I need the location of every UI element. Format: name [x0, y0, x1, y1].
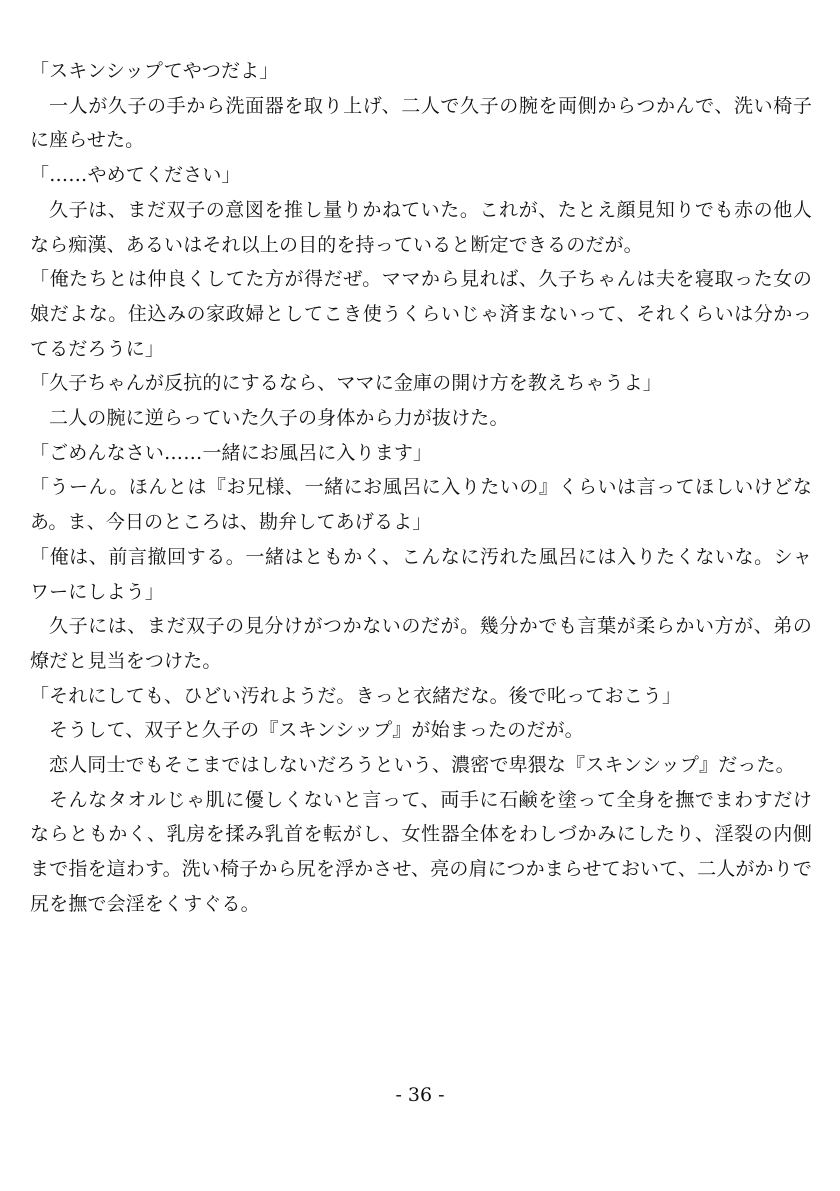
narration-paragraph: そうして、双子と久子の『スキンシップ』が始まったのだが。 — [49, 719, 584, 742]
dialogue-paragraph: 「……やめてください」 — [30, 164, 241, 187]
dialogue-paragraph: 「ごめんなさい……一緒にお風呂に入ります」 — [30, 441, 433, 464]
dialogue-paragraph: 「俺たちとは仲良くしてた方が得だぜ。ママから見れば、久子ちゃんは夫を寝取った女の娘だよな。住込みの家政婦としてこき使うくらいじゃ済まないって、それくらいは分かってるだろうに」 — [30, 268, 812, 360]
narration-paragraph: そんなタオルじゃ肌に優しくないと言って、両手に石鹸を塗って全身を撫でまわすだけならともかく、乳房を揉み乳首を転がし、女性器全体をわしづかみにしたり、淫裂の内側まで指を這わす。洗い椅子から尻を浮かさせ、亮の肩につかまらせておいて、二人がかりで尻を撫で会淫をくすぐる。 — [30, 788, 812, 915]
body-text — [30, 54, 812, 922]
narration-paragraph: 久子は、まだ双子の意図を推し量りかねていた。これが、たとえ顔見知りでも赤の他人なら痴漢、あるいはそれ以上の目的を持っていると断定できるのだが。 — [30, 198, 812, 256]
narration-paragraph: 恋人同士でもそこまではしないだろうという、濃密で卑猥な『スキンシップ』だった。 — [49, 754, 795, 777]
narration-paragraph: 久子には、まだ双子の見分けがつかないのだが。幾分かでも言葉が柔らかい方が、弟の燎だと見当をつけた。 — [30, 615, 812, 672]
dialogue-paragraph: 「久子ちゃんが反抗的にするなら、ママに金庫の開け方を教えちゃうよ」 — [30, 372, 662, 395]
dialogue-paragraph: 「うーん。ほんとは『お兄様、一緒にお風呂に入りたいの』くらいは言ってほしいけどなあ。ま、今日のところは、勘弁してあげるよ」 — [30, 476, 812, 534]
narration-paragraph: 一人が久子の手から洗面器を取り上げ、二人で久子の腕を両側からつかんで、洗い椅子に座らせた。 — [30, 94, 812, 152]
dialogue-paragraph: 「俺は、前言撤回する。一緒はともかく、こんなに汚れた風呂には入りたくないな。シャワーにしよう」 — [30, 545, 812, 603]
narration-paragraph: 二人の腕に逆らっていた久子の身体から力が抜けた。 — [49, 407, 509, 430]
page-number: - 36 - — [395, 1084, 445, 1106]
dialogue-paragraph: 「スキンシップてやつだよ」 — [30, 60, 279, 82]
dialogue-paragraph: 「それにしても、ひどい汚れようだ。きっと衣緒だな。後で叱っておこう」 — [30, 684, 682, 707]
